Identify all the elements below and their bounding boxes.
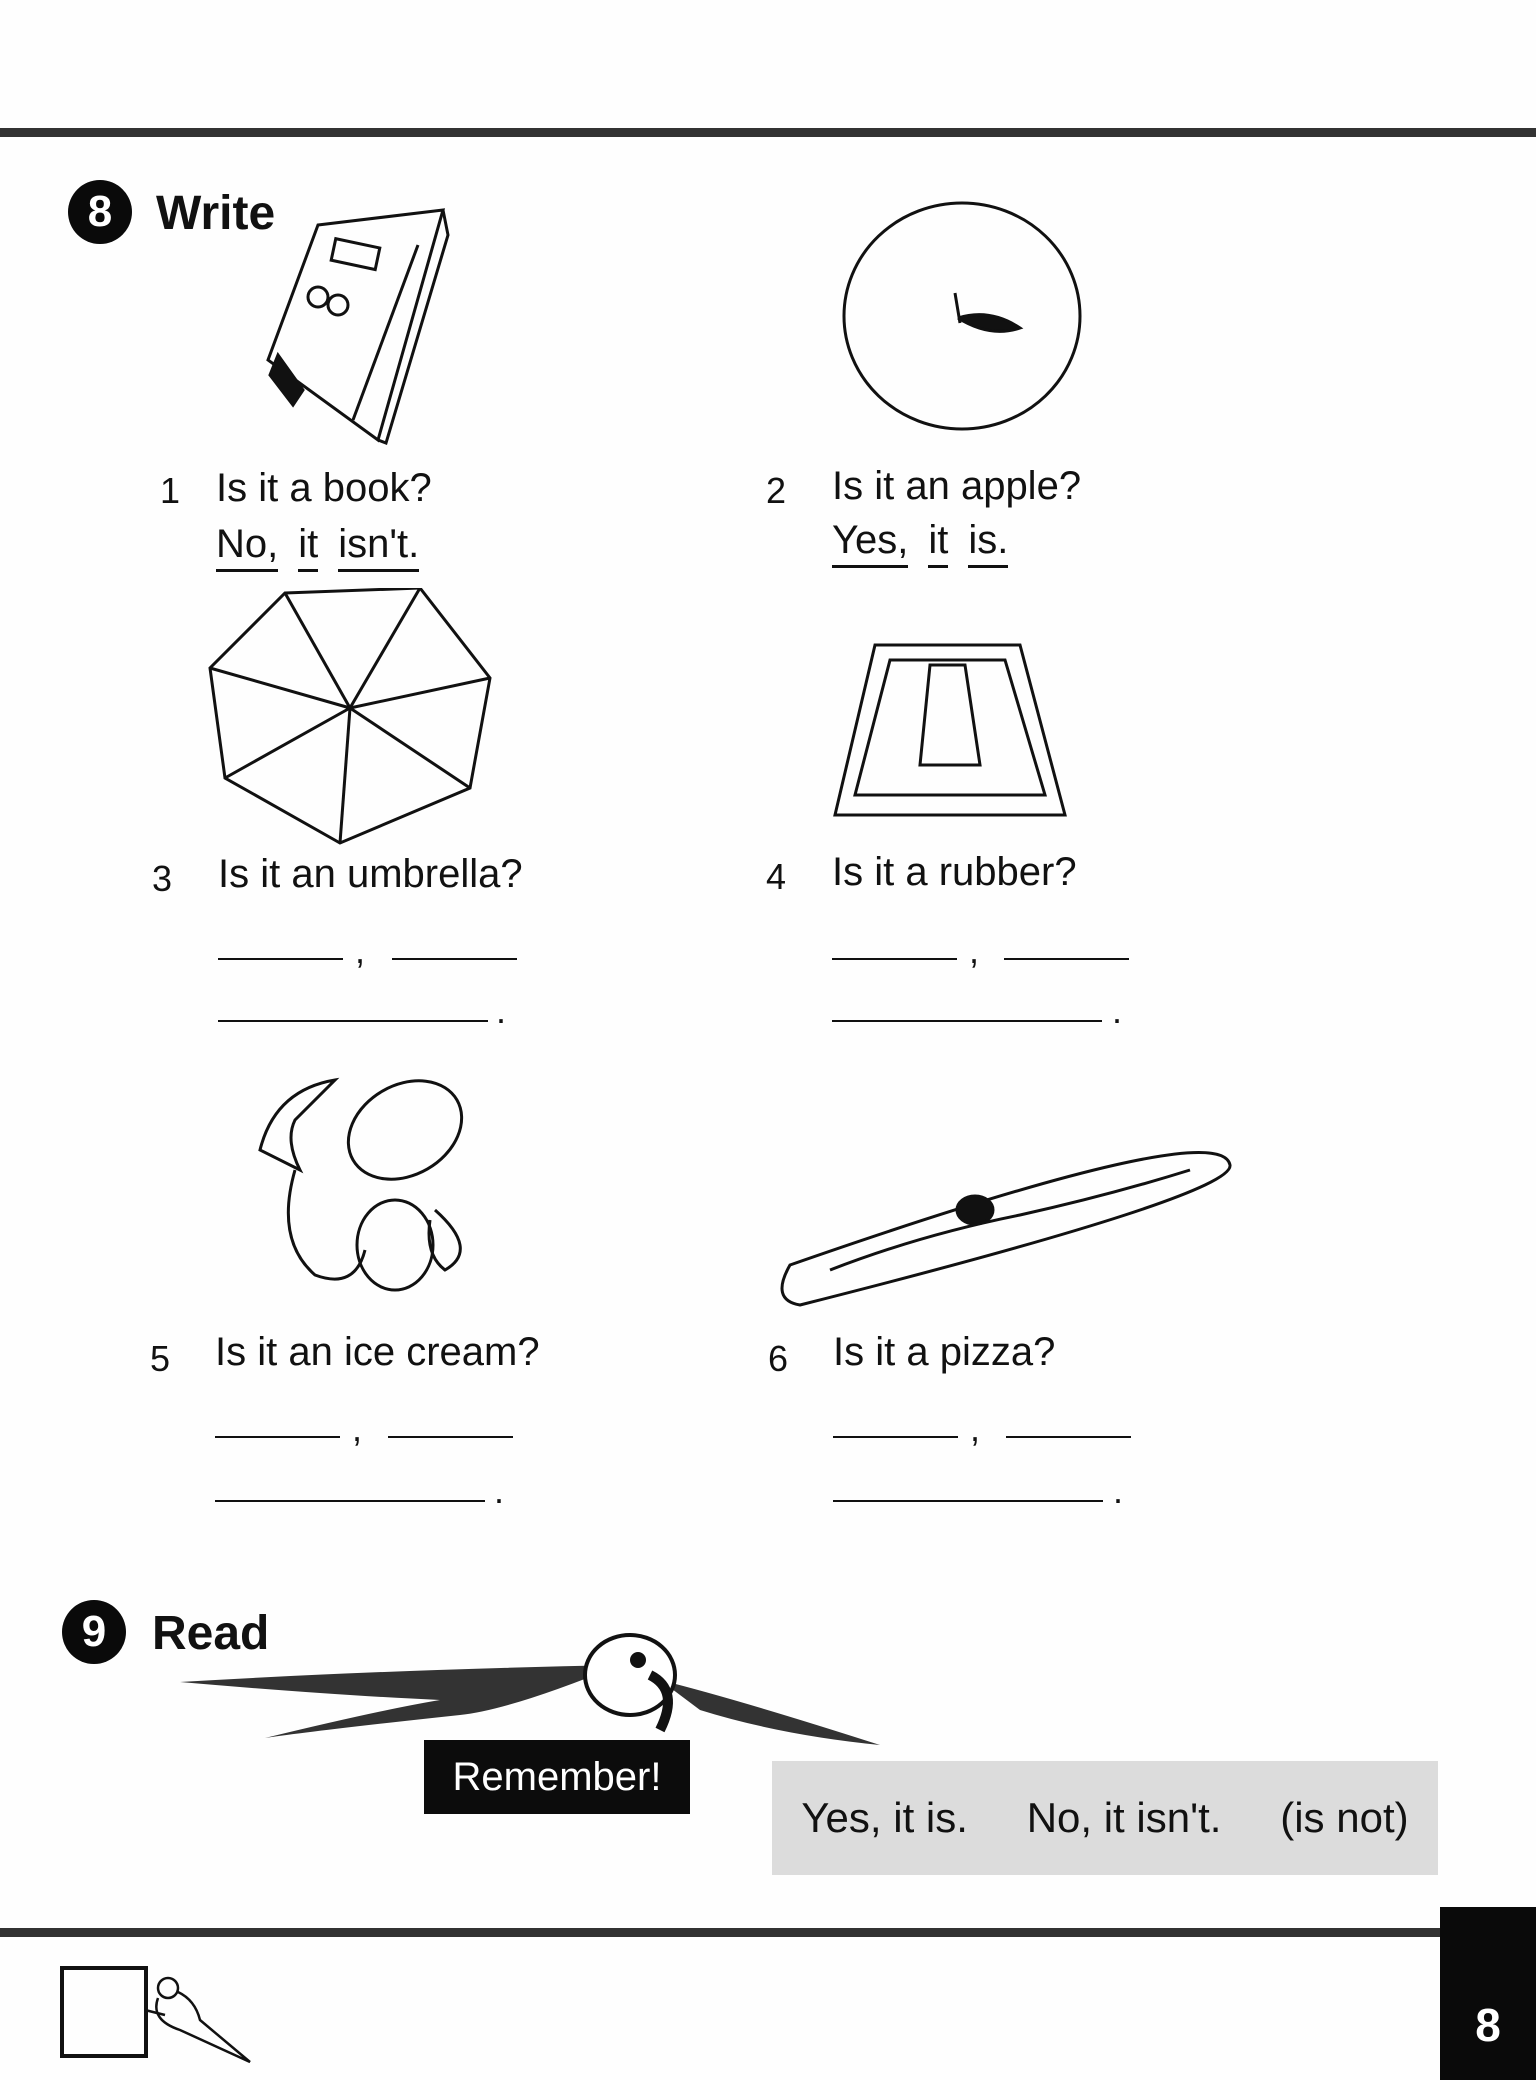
- period: .: [494, 1470, 505, 1511]
- comma: ,: [355, 930, 366, 971]
- answer-word: it: [928, 518, 948, 568]
- item-number: 6: [768, 1338, 789, 1379]
- rubber-illustration: [830, 640, 1070, 820]
- answer-blank[interactable]: [833, 1500, 1103, 1502]
- item-number: 1: [160, 470, 181, 511]
- answer-word: Yes,: [832, 518, 908, 568]
- answer-2: [832, 518, 1008, 568]
- comma: ,: [969, 930, 980, 971]
- answer-blank[interactable]: [1006, 1436, 1131, 1438]
- answer-1: [216, 522, 419, 572]
- question-1: Is it a book?: [216, 466, 432, 510]
- answer-blank[interactable]: [218, 1020, 488, 1022]
- period: .: [1113, 1470, 1124, 1511]
- score-box[interactable]: [60, 1966, 148, 2058]
- page-number-tab: 8: [1440, 1907, 1536, 2080]
- banana-illustration: [255, 1060, 485, 1295]
- period: .: [496, 990, 507, 1031]
- item-number: 3: [152, 858, 173, 899]
- item-number: 4: [766, 856, 787, 897]
- section-8-number: 8: [68, 180, 132, 244]
- answer-blank[interactable]: [215, 1436, 340, 1438]
- answer-blank[interactable]: [388, 1436, 513, 1438]
- comma: ,: [352, 1408, 363, 1449]
- grammar-yes: Yes, it is.: [801, 1794, 968, 1841]
- question-5: Is it an ice cream?: [215, 1330, 540, 1374]
- answer-blank[interactable]: [392, 958, 517, 960]
- section-9-title: Read: [152, 1607, 270, 1660]
- small-parrot-icon: [140, 1970, 255, 2065]
- grammar-no: No, it isn't.: [1026, 1794, 1222, 1841]
- answer-blank[interactable]: [215, 1500, 485, 1502]
- question-6: Is it a pizza?: [833, 1330, 1056, 1374]
- grammar-note: (is not): [1280, 1794, 1409, 1841]
- section-8-title: Write: [156, 187, 276, 240]
- period: .: [1112, 990, 1123, 1031]
- question-4: Is it a rubber?: [832, 850, 1077, 894]
- section-9-number: 9: [62, 1600, 126, 1664]
- question-3: Is it an umbrella?: [218, 852, 523, 896]
- answer-blank[interactable]: [218, 958, 343, 960]
- answer-blank[interactable]: [833, 1436, 958, 1438]
- comma: ,: [970, 1408, 981, 1449]
- radio-illustration: [258, 205, 450, 445]
- pizza-illustration: [770, 1125, 1240, 1310]
- remember-label: Remember!: [424, 1740, 690, 1814]
- item-number: 2: [766, 470, 787, 511]
- parrot-illustration: [180, 1620, 880, 1750]
- apple-illustration: [840, 198, 1085, 433]
- answer-word: is.: [968, 518, 1008, 568]
- umbrella-illustration: [205, 588, 495, 848]
- answer-word: it: [298, 522, 318, 572]
- grammar-box: [772, 1761, 1438, 1875]
- answer-blank[interactable]: [832, 1020, 1102, 1022]
- answer-word: isn't.: [338, 522, 419, 572]
- answer-blank[interactable]: [832, 958, 957, 960]
- bottom-rule: [0, 1928, 1440, 1937]
- item-number: 5: [150, 1338, 171, 1379]
- answer-blank[interactable]: [1004, 958, 1129, 960]
- question-2: Is it an apple?: [832, 464, 1082, 508]
- top-rule: [0, 128, 1536, 137]
- answer-word: No,: [216, 522, 278, 572]
